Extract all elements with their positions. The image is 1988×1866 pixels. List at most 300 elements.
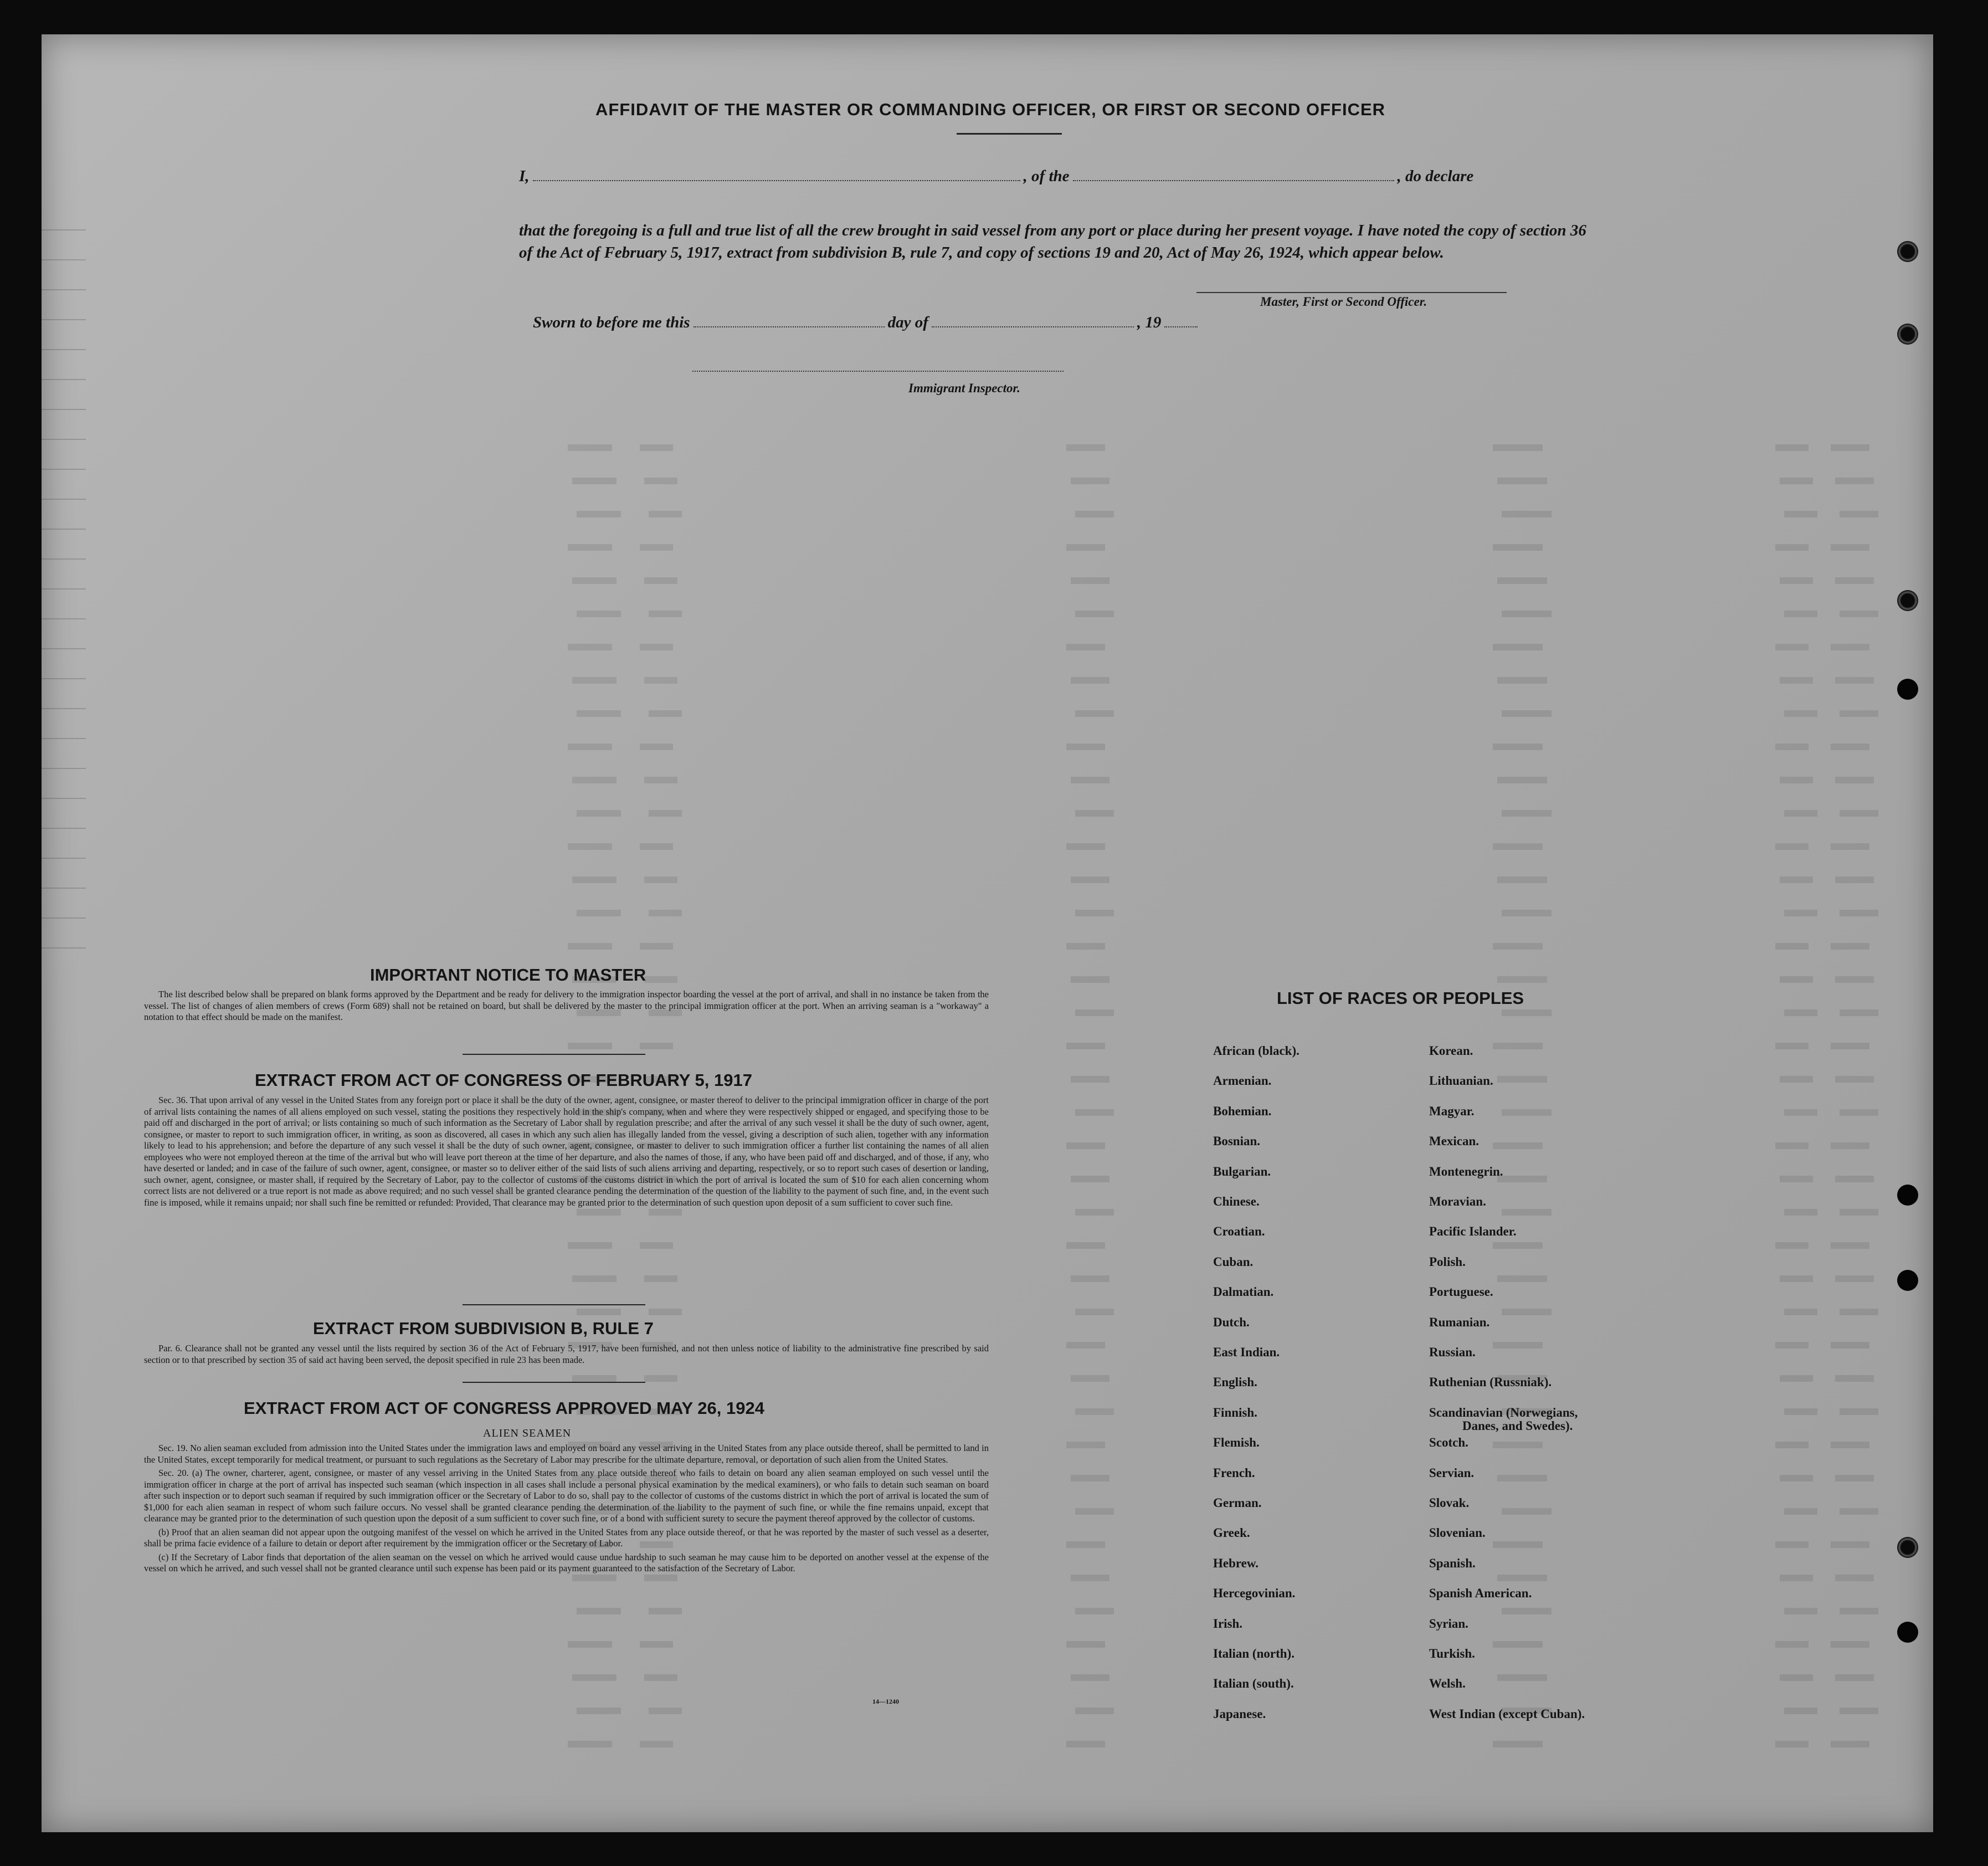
ghost-mark: [1075, 511, 1114, 517]
ghost-mark: [1840, 1309, 1878, 1315]
race-item: Finnish.: [1213, 1405, 1257, 1419]
ghost-mark: [640, 644, 673, 650]
ghost-mark: [1835, 1475, 1874, 1481]
ghost-mark: [568, 1242, 612, 1249]
document-sheet: [42, 34, 1933, 1832]
sec-20a-paragraph: Sec. 20. (a) The owner, charterer, agent, consignee, or master of any vessel arriving in the United States from any place outside thereof who fails to detain on board any alien seaman employed on such vessel until the immigration officer in charge at the port of arrival has inspected such seaman (which inspection in all cases shall include a personal physical examination by the medical examiners), or who fails to detain such seaman on board after such inspection or to deport such seaman if required by such immigration officer or the Secretary of Labor to do so, shall pay to the collector of customs of the customs district in which the port of arrival is located the sum of $1,000 for each alien seaman in respect of whom such failure occurs. No vessel shall be granted clearance pending the determination of the liability to the payment of such fine, or while the fine remains unpaid, except that clearance may be granted prior to the determination of such question upon the deposit of a sum sufficient to cover such fine, or of a bond with sufficient surety to secure the payment thereof approved by the collector of customs.: [144, 1468, 989, 1524]
ghost-mark: [1493, 544, 1543, 551]
sec-20c-paragraph: (c) If the Secretary of Labor finds that deportation of the alien seaman on the vessel on which he arrived would cause undue hardship to such seaman he may cause him to be deported on another vessel at the expense of the vessel on which he arrived, and such vessel shall not be granted clearance until such expense has been paid or its payment guaranteed to the satisfaction of the Secretary of Labor.: [144, 1551, 989, 1573]
inspector-label: Immigrant Inspector.: [908, 381, 1020, 395]
ghost-mark: [1784, 511, 1817, 517]
ghost-mark: [1071, 1275, 1109, 1282]
ghost-mark: [1780, 478, 1813, 484]
ghost-mark: [644, 1674, 677, 1681]
alien-seamen-subtitle: ALIEN SEAMEN: [483, 1427, 572, 1439]
form-number: 14—1240: [872, 1698, 899, 1705]
ghost-mark: [1493, 744, 1543, 750]
ghost-mark: [1066, 1541, 1105, 1548]
ghost-mark: [1075, 1408, 1114, 1415]
race-item: Chinese.: [1213, 1195, 1260, 1208]
ghost-mark: [640, 843, 673, 850]
ghost-mark: [1831, 1541, 1869, 1548]
ghost-mark: [1502, 1309, 1552, 1315]
ghost-mark: [1502, 1109, 1552, 1116]
race-item: Danes, and Swedes).: [1462, 1419, 1573, 1433]
ghost-mark: [1071, 1575, 1109, 1581]
ghost-mark: [1071, 777, 1109, 783]
ghost-mark: [1840, 810, 1878, 817]
ghost-mark: [1835, 1176, 1874, 1182]
ghost-mark: [1775, 1043, 1809, 1049]
affidavit-paragraph: that the foregoing is a full and true list of all the crew brought in said vessel from any port or place during her present voyage. I have noted the copy of section 36 of the Act of February 5, 1917, extract from subdivision B, rule 7, and copy of sections 19 and 20, Act of May 26, 1924, which appear below.: [519, 222, 1586, 262]
ghost-mark: [1502, 910, 1552, 916]
ghost-mark: [649, 1309, 682, 1315]
ghost-mark: [1835, 976, 1874, 983]
ghost-mark: [1071, 1375, 1109, 1382]
ghost-mark: [568, 744, 612, 750]
ghost-mark: [1502, 710, 1552, 717]
par-6-paragraph: Par. 6. Clearance shall not be granted any vessel until the lists required by section 36 of the Act of February 5, 1917, have been furnished, and not then unless notice of liability to the administrative fine prescribed by said section or to that prescribed by section 35 of said act having been served, the deposit specified in rule 23 has been made.: [144, 1343, 989, 1365]
race-item: Montenegrin.: [1429, 1164, 1503, 1178]
race-item: Japanese.: [1213, 1706, 1266, 1721]
ghost-mark: [1775, 1342, 1809, 1349]
ghost-mark: [1831, 744, 1869, 750]
ghost-mark: [1502, 611, 1552, 617]
declaration-line: [519, 167, 1473, 186]
ghost-mark: [1831, 644, 1869, 650]
ghost-mark: [1831, 1242, 1869, 1249]
ghost-mark: [568, 843, 612, 850]
ghost-mark: [1075, 710, 1114, 717]
ghost-mark: [1502, 511, 1552, 517]
divider: [463, 1382, 645, 1383]
race-item: Lithuanian.: [1429, 1074, 1493, 1088]
race-item: Portuguese.: [1429, 1285, 1493, 1299]
ghost-mark: [649, 810, 682, 817]
ghost-mark: [1835, 677, 1874, 684]
ghost-mark: [577, 511, 621, 517]
ghost-mark: [1831, 1442, 1869, 1448]
ghost-mark: [649, 1708, 682, 1714]
race-item: German.: [1213, 1496, 1262, 1510]
ghost-mark: [1071, 976, 1109, 983]
ghost-mark: [1502, 1608, 1552, 1614]
name-blank[interactable]: [533, 177, 1020, 181]
ghost-mark: [1493, 1442, 1543, 1448]
ghost-mark: [649, 611, 682, 617]
ghost-mark: [1780, 1275, 1813, 1282]
ghost-mark: [1071, 1674, 1109, 1681]
race-item: West Indian (except Cuban).: [1429, 1706, 1585, 1721]
notice-paragraph: The list described below shall be prepared on blank forms approved by the Department and be ready for delivery to the immigration inspector boarding the vessel at the port of arrival, and shall in no instance be taken from the vessel. The list of changes of alien members of crews (Form 689) shall not be retained on board, but shall be delivered by the master to the principal immigration officer at the port. When an arriving seaman is a "workaway" a notation to that effect should be made on the manifest.: [144, 989, 989, 1022]
ghost-mark: [640, 1741, 673, 1747]
ghost-mark: [572, 577, 617, 584]
punch-hole: [1897, 241, 1918, 262]
ghost-mark: [1497, 1275, 1547, 1282]
ghost-mark: [1780, 1176, 1813, 1182]
race-item: Polish.: [1429, 1254, 1466, 1269]
ghost-mark: [568, 644, 612, 650]
ghost-mark: [1780, 1575, 1813, 1581]
section-36-paragraph: Sec. 36. That upon arrival of any vessel in the United States from any foreign port or place it shall be the duty of the owner, agent, consignee, or master thereof to deliver to the principal immigration officer in charge of the port of arrival lists containing the names of all aliens employed on such vessel, stating the positions they respectively hold in the ship's company, when and where they were respectively shipped or engaged, and specifying those to be paid off and discharged in the port of arrival; or lists containing so much of such information as the Secretary of Labor shall by regulation prescribe; and after the arrival of any such vessel it shall be the duty of such owner, agent, consignee, or master to report to such immigration officer, in writing, as soon as discovered, all cases in which any such alien has illegally landed from the vessel, giving a description of such alien, together with any information likely to lead to his apprehension; and before the departure of any such vessel it shall be the duty of such owner, agent, consignee, or master to deliver to such immigration officer a further list containing the names of all alien employees who were not employed thereon at the time of the arrival but who will leave port thereon at the time of her departure, and also the names of those, if any, who have been paid off and discharged, and of those, if any, who have deserted or landed; and in case of the failure of such owner, agent, consignee, or master so to deliver either of the said lists of such aliens arriving and departing, respectively, or so to report such cases of desertion or landing, such owner, agent, consignee, or master shall, if required by the Secretary of Labor, pay to the collector of customs of the customs district in which the port of arrival is located the sum of $10 for each alien concerning whom correct lists are not delivered or a true report is not made as above required; and no such vessel shall be granted clearance pending the determination of the question of the liability to the payment of such fine, and, in the event such fine is imposed, while it remains unpaid; nor shall such fine be remitted or refunded: Provided, That clearance may be granted prior to the determination of such question upon deposit of a sum sufficient to cover such fine.: [144, 1095, 989, 1208]
race-item: Spanish American.: [1429, 1586, 1532, 1601]
ghost-mark: [1784, 1109, 1817, 1116]
race-item: Turkish.: [1429, 1647, 1475, 1660]
ghost-mark: [1075, 611, 1114, 617]
ghost-mark: [1497, 677, 1547, 684]
ghost-mark: [1493, 1242, 1543, 1249]
ghost-mark: [1831, 1142, 1869, 1149]
ghost-mark: [1066, 744, 1105, 750]
ghost-mark: [1784, 1009, 1817, 1016]
race-item: Bosnian.: [1213, 1134, 1261, 1149]
ghost-mark: [1066, 1442, 1105, 1448]
ghost-mark: [1835, 1674, 1874, 1681]
ghost-mark: [1071, 677, 1109, 684]
race-item: Ruthenian (Russniak).: [1429, 1375, 1552, 1390]
ghost-mark: [1075, 1508, 1114, 1515]
race-item: Hebrew.: [1213, 1556, 1258, 1570]
ghost-mark: [1775, 843, 1809, 850]
ghost-mark: [1835, 876, 1874, 883]
ghost-mark: [1071, 478, 1109, 484]
master-label: Master, First or Second Officer.: [1260, 295, 1427, 309]
ghost-mark: [640, 744, 673, 750]
ghost-mark: [1071, 876, 1109, 883]
ghost-mark: [1840, 1408, 1878, 1415]
ghost-mark: [649, 511, 682, 517]
sworn-year-blank[interactable]: [1164, 323, 1198, 327]
ghost-mark: [568, 544, 612, 551]
ghost-mark: [1840, 1508, 1878, 1515]
ghost-mark: [1071, 1176, 1109, 1182]
ghost-mark: [644, 677, 677, 684]
ghost-mark: [1784, 1309, 1817, 1315]
race-item: Slovenian.: [1429, 1526, 1486, 1540]
ghost-mark: [1071, 1076, 1109, 1083]
ghost-mark: [1775, 544, 1809, 551]
ghost-mark: [568, 1641, 612, 1648]
ghost-mark: [1066, 1641, 1105, 1648]
ghost-mark: [1835, 1575, 1874, 1581]
declare-do: , do declare: [1397, 167, 1474, 185]
ghost-mark: [1075, 1209, 1114, 1216]
ghost-mark: [1780, 1375, 1813, 1382]
punch-hole: [1897, 1622, 1918, 1643]
race-item: English.: [1213, 1375, 1257, 1390]
ghost-mark: [640, 544, 673, 551]
ghost-mark: [1502, 1209, 1552, 1216]
extract-1924-text: [144, 1443, 989, 1577]
ghost-mark: [1780, 876, 1813, 883]
ghost-mark: [1831, 843, 1869, 850]
ghost-mark: [640, 1641, 673, 1648]
ghost-mark: [644, 1375, 677, 1382]
ghost-mark: [1066, 1043, 1105, 1049]
title-rule: [957, 133, 1062, 135]
race-item: Mexican.: [1429, 1134, 1480, 1149]
ghost-mark: [1066, 544, 1105, 551]
race-item: Pacific Islander.: [1429, 1224, 1517, 1239]
ghost-mark: [568, 943, 612, 950]
ghost-mark: [1835, 777, 1874, 783]
race-item: Slovak.: [1429, 1496, 1470, 1510]
ghost-mark: [572, 478, 617, 484]
sec-19-paragraph: Sec. 19. No alien seaman excluded from admission into the United States under the immigration laws and employed on board any vessel arriving in the United States from any place outside thereof, shall be permitted to land in the United States, except temporarily for medical treatment, or pursuant to such regulations as the Secretary of Labor may prescribe for the ultimate departure, removal, or deportation of such alien from the United States.: [144, 1443, 989, 1465]
ghost-mark: [1784, 611, 1817, 617]
ghost-mark: [1493, 1342, 1543, 1349]
ghost-mark: [1780, 1076, 1813, 1083]
ghost-mark: [644, 1275, 677, 1282]
race-item: Greek.: [1213, 1526, 1250, 1540]
ghost-mark: [1840, 511, 1878, 517]
ghost-mark: [1784, 1209, 1817, 1216]
ghost-mark: [1497, 1076, 1547, 1083]
race-item: Welsh.: [1429, 1677, 1466, 1691]
ghost-mark: [1075, 1708, 1114, 1714]
sworn-year: , 19: [1137, 314, 1162, 331]
ghost-mark: [1493, 1641, 1543, 1648]
ghost-mark: [1775, 1142, 1809, 1149]
ghost-mark: [572, 777, 617, 783]
ghost-mark: [1071, 577, 1109, 584]
notice-text: [144, 989, 989, 1026]
ghost-mark: [1497, 777, 1547, 783]
ghost-mark: [644, 577, 677, 584]
race-item: Croatian.: [1213, 1224, 1265, 1239]
ghost-mark: [577, 1708, 621, 1714]
ghost-mark: [1840, 910, 1878, 916]
ghost-mark: [1780, 1475, 1813, 1481]
ghost-mark: [1831, 1342, 1869, 1349]
punch-hole: [1897, 324, 1918, 345]
ghost-mark: [1497, 1575, 1547, 1581]
ghost-mark: [1840, 1708, 1878, 1714]
ghost-mark: [1075, 910, 1114, 916]
race-item: Dutch.: [1213, 1315, 1250, 1329]
ghost-mark: [1497, 1176, 1547, 1182]
ghost-mark: [1066, 1142, 1105, 1149]
sworn-month-blank[interactable]: [932, 323, 1134, 327]
ghost-mark: [1835, 1076, 1874, 1083]
race-item: Bulgarian.: [1213, 1164, 1271, 1178]
ghost-mark: [1497, 1674, 1547, 1681]
ghost-mark: [577, 1309, 621, 1315]
race-item: Irish.: [1213, 1616, 1243, 1631]
ghost-mark: [1831, 544, 1869, 551]
ghost-mark: [644, 876, 677, 883]
race-item: Servian.: [1429, 1465, 1475, 1480]
ghost-mark: [1066, 843, 1105, 850]
ghost-mark: [1493, 644, 1543, 650]
ghost-mark: [577, 1608, 621, 1614]
race-item: Italian (south).: [1213, 1677, 1294, 1691]
ghost-mark: [1831, 444, 1869, 451]
ghost-mark: [1497, 1475, 1547, 1481]
sec-20b-paragraph: (b) Proof that an alien seaman did not appear upon the outgoing manifest of the vessel on which he arrived in the United States from any place outside thereof, or that he was reported by the master of such vessel as a deserter, shall be prima facie evidence of a failure to detain or deport after requirement by the immigration officer or the Secretary of Labor.: [144, 1526, 989, 1549]
ghost-mark: [1840, 1608, 1878, 1614]
race-item: French.: [1213, 1465, 1255, 1480]
ghost-mark: [1780, 976, 1813, 983]
race-item: Magyar.: [1429, 1104, 1475, 1118]
ghost-mark: [1840, 1109, 1878, 1116]
punch-hole: [1897, 1537, 1918, 1558]
race-item: Scandinavian (Norwegians,: [1429, 1405, 1578, 1419]
ghost-mark: [644, 777, 677, 783]
ghost-mark: [1066, 943, 1105, 950]
ghost-mark: [640, 1242, 673, 1249]
ghost-mark: [1831, 1043, 1869, 1049]
ghost-mark: [1497, 577, 1547, 584]
race-item: East Indian.: [1213, 1345, 1280, 1359]
vessel-blank[interactable]: [1073, 177, 1394, 181]
race-item: Dalmatian.: [1213, 1285, 1274, 1299]
ghost-mark: [1066, 444, 1105, 451]
ghost-mark: [577, 810, 621, 817]
master-signature-line[interactable]: [1196, 292, 1507, 293]
punch-hole: [1897, 679, 1918, 700]
ghost-mark: [1784, 810, 1817, 817]
ghost-mark: [1493, 843, 1543, 850]
extract-1917-text: [144, 1095, 989, 1211]
ghost-mark: [1493, 1541, 1543, 1548]
ghost-mark: [1840, 710, 1878, 717]
sworn-day-blank[interactable]: [694, 323, 885, 327]
ghost-mark: [1840, 611, 1878, 617]
sworn-prefix: Sworn to before me this: [533, 314, 690, 331]
ghost-mark: [1784, 710, 1817, 717]
ghost-mark: [640, 943, 673, 950]
ghost-mark: [1775, 1641, 1809, 1648]
ghost-mark: [572, 876, 617, 883]
race-item: Hercegovinian.: [1213, 1586, 1296, 1601]
race-item: Cuban.: [1213, 1254, 1254, 1269]
ghost-mark: [1784, 1508, 1817, 1515]
ghost-mark: [1775, 1242, 1809, 1249]
extract-1917-title: EXTRACT FROM ACT OF CONGRESS OF FEBRUARY 5, 1917: [255, 1070, 752, 1090]
ghost-mark: [1831, 1641, 1869, 1648]
ghost-mark: [1840, 1209, 1878, 1216]
ghost-mark: [568, 1043, 612, 1049]
ghost-mark: [1075, 1109, 1114, 1116]
ghost-mark: [649, 710, 682, 717]
ghost-mark: [1835, 1375, 1874, 1382]
ghost-mark: [1775, 1741, 1809, 1747]
race-item: Korean.: [1429, 1044, 1473, 1058]
ghost-mark: [1497, 976, 1547, 983]
ghost-mark: [1784, 1408, 1817, 1415]
ghost-mark: [1502, 1009, 1552, 1016]
ghost-mark: [1075, 1309, 1114, 1315]
ghost-mark: [649, 910, 682, 916]
ghost-mark: [572, 1674, 617, 1681]
ghost-mark: [644, 478, 677, 484]
extract-rule7-title: EXTRACT FROM SUBDIVISION B, RULE 7: [313, 1319, 654, 1338]
ghost-mark: [572, 1275, 617, 1282]
ghost-mark: [1075, 1009, 1114, 1016]
ghost-mark: [1835, 478, 1874, 484]
notice-title: IMPORTANT NOTICE TO MASTER: [370, 965, 646, 985]
ghost-mark: [1493, 943, 1543, 950]
ghost-mark: [1780, 577, 1813, 584]
race-item: Armenian.: [1213, 1074, 1272, 1088]
ghost-mark: [1497, 876, 1547, 883]
ghost-mark: [577, 611, 621, 617]
ghost-mark: [1066, 1242, 1105, 1249]
bleed-through-ruling: [42, 201, 86, 976]
ghost-mark: [1497, 478, 1547, 484]
ghost-mark: [1493, 444, 1543, 451]
punch-hole: [1897, 590, 1918, 611]
ghost-mark: [1075, 810, 1114, 817]
ghost-mark: [1840, 1009, 1878, 1016]
extract-1924-title: EXTRACT FROM ACT OF CONGRESS APPROVED MAY 26, 1924: [244, 1398, 764, 1418]
ghost-mark: [1780, 1674, 1813, 1681]
race-item: Flemish.: [1213, 1436, 1260, 1450]
ghost-mark: [1775, 444, 1809, 451]
ghost-mark: [1831, 1741, 1869, 1747]
ghost-mark: [572, 677, 617, 684]
ghost-mark: [1071, 1475, 1109, 1481]
ghost-mark: [1775, 644, 1809, 650]
ghost-mark: [644, 976, 677, 983]
race-item: Rumanian.: [1429, 1315, 1490, 1329]
ghost-mark: [577, 910, 621, 916]
inspector-signature-line[interactable]: [692, 370, 1064, 372]
race-item: Moravian.: [1429, 1195, 1486, 1208]
ghost-mark: [649, 1608, 682, 1614]
ghost-mark: [1775, 1442, 1809, 1448]
ghost-mark: [640, 444, 673, 451]
punch-hole: [1897, 1270, 1918, 1291]
race-item: African (black).: [1213, 1044, 1299, 1058]
punch-hole: [1897, 1185, 1918, 1206]
race-item: Syrian.: [1429, 1616, 1468, 1631]
ghost-mark: [1784, 910, 1817, 916]
ghost-mark: [1780, 777, 1813, 783]
ghost-mark: [1835, 577, 1874, 584]
ghost-mark: [1493, 1142, 1543, 1149]
race-item: Bohemian.: [1213, 1104, 1272, 1118]
ghost-mark: [1075, 1608, 1114, 1614]
ghost-mark: [1784, 1608, 1817, 1614]
ghost-mark: [1780, 677, 1813, 684]
ghost-mark: [640, 1043, 673, 1049]
declare-i: I,: [519, 167, 530, 185]
ghost-mark: [1831, 943, 1869, 950]
ghost-mark: [1066, 644, 1105, 650]
declare-of-the: , of the: [1023, 167, 1070, 185]
ghost-mark: [1502, 810, 1552, 817]
race-item: Russian.: [1429, 1345, 1476, 1359]
race-item: Scotch.: [1429, 1436, 1468, 1450]
ghost-mark: [1784, 1708, 1817, 1714]
ghost-mark: [568, 1741, 612, 1747]
ghost-mark: [577, 710, 621, 717]
ghost-mark: [1775, 943, 1809, 950]
ghost-mark: [568, 444, 612, 451]
ghost-mark: [1066, 1741, 1105, 1747]
ghost-mark: [572, 1375, 617, 1382]
extract-rule7-text: [144, 1343, 989, 1368]
races-title: LIST OF RACES OR PEOPLES: [1277, 988, 1524, 1008]
ghost-mark: [1502, 1508, 1552, 1515]
affidavit-title: AFFIDAVIT OF THE MASTER OR COMMANDING OFFICER, OR FIRST OR SECOND OFFICER: [595, 100, 1386, 119]
ghost-mark: [1775, 744, 1809, 750]
ghost-mark: [1493, 1741, 1543, 1747]
sworn-day-of: day of: [887, 314, 928, 331]
ghost-mark: [1775, 1541, 1809, 1548]
